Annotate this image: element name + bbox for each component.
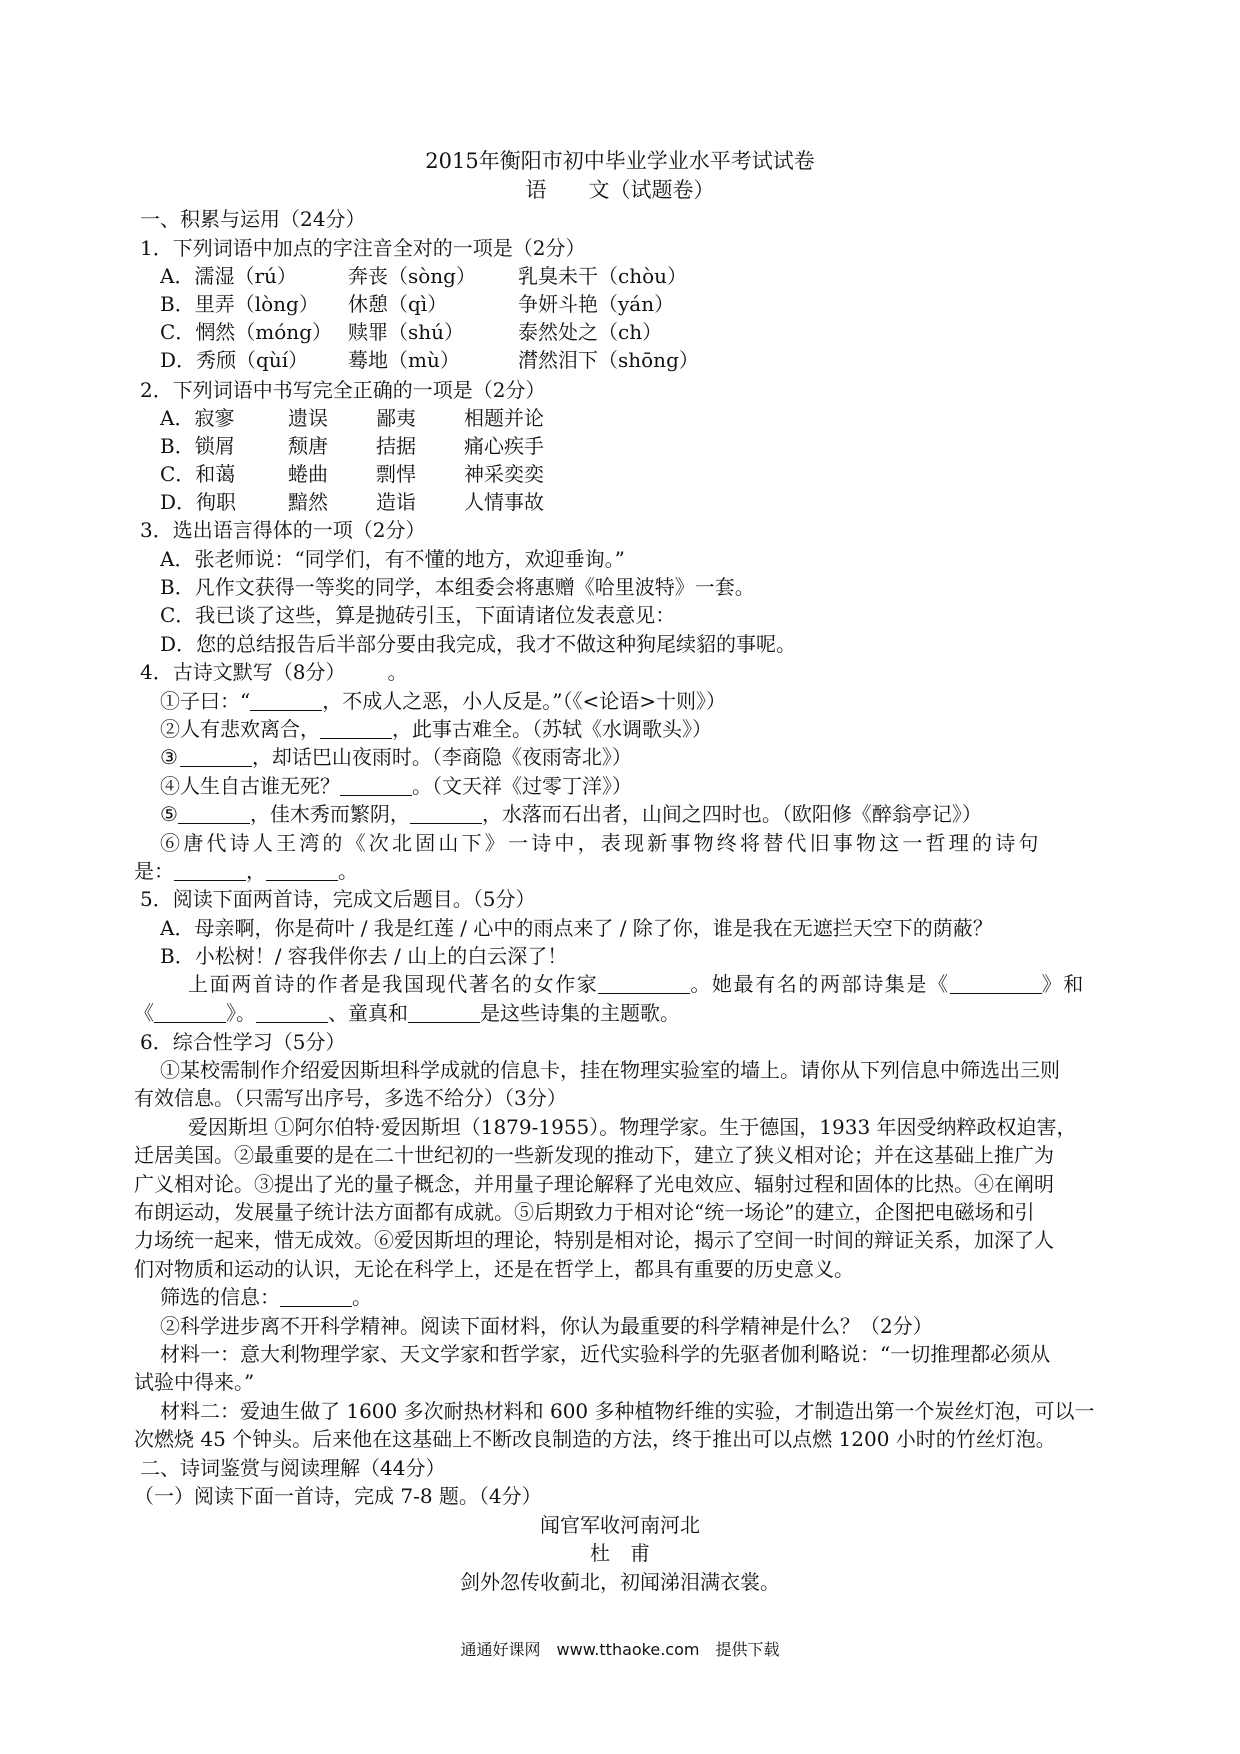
q4-2-prefix: ②人有悲欢离合， <box>160 717 320 741</box>
q4-5-suffix: ，水落而石出者，山间之四时也。（欧阳修《醉翁亭记》） <box>481 802 982 826</box>
q6-einstein-line2: 迁居美国。②最重要的是在二十世纪初的一些新发现的推动下，建立了狭义相对论；并在这基础上推广为 <box>134 1143 1054 1167</box>
q5-p4: 《 <box>134 1001 154 1025</box>
q4-4-blank[interactable] <box>340 775 412 796</box>
q4-1-blank[interactable] <box>250 690 322 711</box>
poem-title: 闻官军收河南河北 <box>540 1513 700 1537</box>
q2-b-4: 痛心疾手 <box>464 434 544 458</box>
q6-task2: ②科学进步离不开科学精神。阅读下面材料，你认为最重要的科学精神是什么？（2分） <box>160 1314 933 1338</box>
q1-c-2: 赎罪（shú） <box>348 320 465 344</box>
q5-stem: 5．阅读下面两首诗，完成文后题目。（5分） <box>140 887 536 911</box>
q5-p2: 。她最有名的两部诗集是《 <box>690 972 950 996</box>
q2-c-3: 剽悍 <box>376 462 416 486</box>
page-footer: 通通好课网 www.tthaoke.com 提供下载 <box>460 1640 780 1659</box>
q1-d-2: 蓦地（mù） <box>348 348 460 372</box>
q5-blank-theme2[interactable] <box>408 1002 480 1023</box>
q2-d-3: 造诣 <box>376 490 416 514</box>
q2-d-4: 人情事故 <box>464 490 544 514</box>
q1-option-d <box>160 346 699 374</box>
exam-title: 2015年衡阳市初中毕业学业水平考试试卷 <box>425 149 815 173</box>
q1-option-b <box>160 290 674 318</box>
q6-einstein-line6: 们对物质和运动的认识，无论在科学上，还是在哲学上，都具有重要的历史意义。 <box>134 1257 854 1281</box>
q4-5-blank-1[interactable] <box>178 803 250 824</box>
q6-einstein-line5: 力场统一起来，惜无成效。⑥爱因斯坦的理论，特别是相对论，揭示了空间一时间的辩证关系，加深了人 <box>134 1228 1054 1252</box>
q5-blank-theme1[interactable] <box>256 1002 328 1023</box>
q3-option-c: C．我已谈了这些，算是抛砖引玉，下面请诸位发表意见： <box>160 603 676 627</box>
q4-5-mid: ，佳木秀而繁阴， <box>249 802 410 826</box>
q3-option-a: A．张老师说：“同学们，有不懂的地方，欢迎垂询。” <box>160 547 625 571</box>
q6-material2-line2: 次燃烧 45 个钟头。后来他在这基础上不断改良制造的方法，终于推出可以点燃 1200 小时的竹丝灯泡。 <box>134 1427 1056 1451</box>
q1-stem: 1．下列词语中加点的字注音全对的一项是（2分） <box>140 236 586 260</box>
q4-6-blank-1[interactable] <box>174 860 246 881</box>
poem-author: 杜 甫 <box>590 1541 650 1565</box>
q5-p5: 》。 <box>226 1001 256 1025</box>
q6-material1-line1: 材料一：意大利物理学家、天文学家和哲学家，近代实验科学的先驱者伽利略说：“一切推理都必须从 <box>160 1342 1051 1366</box>
q6-sel-label: 筛选的信息： <box>160 1285 280 1309</box>
q1-c-1: C．惘然（móng） <box>160 320 332 344</box>
q4-6-blank-2[interactable] <box>266 860 338 881</box>
q1-a-1: A．濡湿（rú） <box>160 264 297 288</box>
q5-poem-a: A．母亲啊，你是荷叶 / 我是红莲 / 心中的雨点来了 / 除了你，谁是我在无遮拦天空下的荫蔽？ <box>160 916 993 940</box>
q4-stem-text: 4．古诗文默写（8分） <box>140 660 336 684</box>
q5-question-line2 <box>134 999 680 1027</box>
q2-a-1: A．寂寥 <box>160 406 235 430</box>
q4-item-3 <box>160 743 632 771</box>
q5-blank-book1[interactable] <box>950 973 1042 994</box>
q2-a-2: 遗误 <box>288 406 328 430</box>
section2-heading: 二、诗词鉴赏与阅读理解（44分） <box>140 1456 446 1480</box>
q4-1-suffix: ，不成人之恶，小人反是。”（《<论语>十则》） <box>322 689 726 713</box>
q1-b-3: 争妍斗艳（yán） <box>518 292 675 316</box>
q2-c-4: 神采奕奕 <box>464 462 544 486</box>
q1-option-a <box>160 262 687 290</box>
q2-option-a <box>160 404 544 432</box>
q1-d-1: D．秀颀（qùí） <box>160 348 309 372</box>
q5-blank-author[interactable] <box>598 973 690 994</box>
q4-stem <box>140 658 407 686</box>
q6-sel-blank[interactable] <box>280 1286 352 1307</box>
q6-einstein-line1: 爱因斯坦 ①阿尔伯特·爱因斯坦（1879-1955）。物理学家。生于德国，1933 年因受纳粹政权迫害， <box>188 1115 1077 1139</box>
q4-item-2 <box>160 715 712 743</box>
q4-6-comma: ， <box>246 859 266 883</box>
q2-a-3: 鄙夷 <box>376 406 416 430</box>
q1-d-3: 潸然泪下（shōng） <box>518 348 699 372</box>
q1-b-2: 休憩（qì） <box>348 292 448 316</box>
exam-subtitle: 语 文（试题卷） <box>525 178 715 202</box>
q4-item-1 <box>160 687 726 715</box>
q4-1-prefix: ①子曰：“ <box>160 689 251 713</box>
q1-a-3: 乳臭未干（chòu） <box>518 264 688 288</box>
q2-d-2: 黯然 <box>288 490 328 514</box>
q4-5-prefix: ⑤ <box>160 802 178 826</box>
q6-material1-line2: 试验中得来。” <box>134 1370 255 1394</box>
q4-item-5 <box>160 800 982 828</box>
q1-c-3: 泰然处之（ch） <box>518 320 663 344</box>
q2-option-c <box>160 460 544 488</box>
q4-2-suffix: ，此事古难全。（苏轼《水调歌头》） <box>392 717 712 741</box>
q2-a-4: 相题并论 <box>464 406 544 430</box>
q2-c-1: C．和蔼 <box>160 462 236 486</box>
q5-p3: 》和 <box>1041 972 1085 996</box>
q2-option-d <box>160 488 544 516</box>
q6-task1-line2: 有效信息。（只需写出序号，多选不给分）（3分） <box>134 1086 567 1110</box>
q5-p7: 是这些诗集的主题歌。 <box>480 1001 680 1025</box>
q6-selected-info <box>160 1283 372 1311</box>
q6-stem: 6．综合性学习（5分） <box>140 1030 346 1054</box>
q2-c-2: 蜷曲 <box>288 462 328 486</box>
q5-blank-book2[interactable] <box>154 1002 226 1023</box>
q4-3-suffix: ，却话巴山夜雨时。（李商隐《夜雨寄北》） <box>251 745 632 769</box>
q6-sel-end: 。 <box>352 1285 372 1309</box>
q5-p6: 、童真和 <box>328 1001 408 1025</box>
q2-option-b <box>160 432 544 460</box>
q5-p1: 上面两首诗的作者是我国现代著名的女作家 <box>188 972 599 996</box>
q3-stem: 3．选出语言得体的一项（2分） <box>140 518 426 542</box>
q2-stem: 2．下列词语中书写完全正确的一项是（2分） <box>140 378 546 402</box>
q3-option-d: D．您的总结报告后半部分要由我完成，我才不做这种狗尾续貂的事呢。 <box>160 632 797 656</box>
q4-item-4 <box>160 772 632 800</box>
q2-b-2: 颓唐 <box>288 434 328 458</box>
q6-task1-line1: ①某校需制作介绍爱因斯坦科学成就的信息卡，挂在物理实验室的墙上。请你从下列信息中筛选出三则 <box>160 1058 1060 1082</box>
q3-option-b: B．凡作文获得一等奖的同学，本组委会将惠赠《哈里波特》一套。 <box>160 575 755 599</box>
q4-4-suffix: 。（文天祥《过零丁洋》） <box>412 774 632 798</box>
q4-3-blank[interactable] <box>180 746 252 767</box>
q4-5-blank-2[interactable] <box>410 803 482 824</box>
section2-subheading: （一）阅读下面一首诗，完成 7-8 题。（4分） <box>134 1484 542 1508</box>
q4-2-blank[interactable] <box>320 718 392 739</box>
poem-line-1: 剑外忽传收蓟北，初闻涕泪满衣裳。 <box>460 1570 780 1594</box>
q4-item-6-line2 <box>134 857 358 885</box>
q2-b-3: 拮据 <box>376 434 416 458</box>
q4-6-end: 。 <box>338 859 358 883</box>
q4-3-number: ③ <box>160 745 178 769</box>
q4-item-6-line1: ⑥唐代诗人王湾的《次北固山下》一诗中，表现新事物终将替代旧事物这一哲理的诗句 <box>160 831 1042 855</box>
q4-4-prefix: ④人生自古谁无死？ <box>160 774 340 798</box>
q1-option-c <box>160 318 662 346</box>
q2-b-1: B．锁屑 <box>160 434 235 458</box>
section1-heading: 一、积累与运用（24分） <box>140 207 366 231</box>
q2-d-1: D．徇职 <box>160 490 237 514</box>
q1-b-1: B．里弄（lòng） <box>160 292 319 316</box>
q6-einstein-line4: 布朗运动，发展量子统计法方面都有成就。⑤后期致力于相对论“统一场论”的建立，企图把电磁场和引 <box>134 1200 1035 1224</box>
q4-stray-mark: 。 <box>387 660 408 684</box>
q1-a-2: 奔丧（sòng） <box>348 264 476 288</box>
q6-material2-line1: 材料二：爱迪生做了 1600 多次耐热材料和 600 多种植物纤维的实验，才制造出第一个炭丝灯泡，可以一 <box>160 1399 1095 1423</box>
q6-einstein-line3: 广义相对论。③提出了光的量子概念，并用量子理论解释了光电效应、辐射过程和固体的比热。④在阐明 <box>134 1172 1054 1196</box>
q5-question-line1 <box>188 970 1085 998</box>
q4-6-prefix: 是： <box>134 859 174 883</box>
q5-poem-b: B．小松树！/ 容我伴你去 / 山上的白云深了！ <box>160 944 568 968</box>
